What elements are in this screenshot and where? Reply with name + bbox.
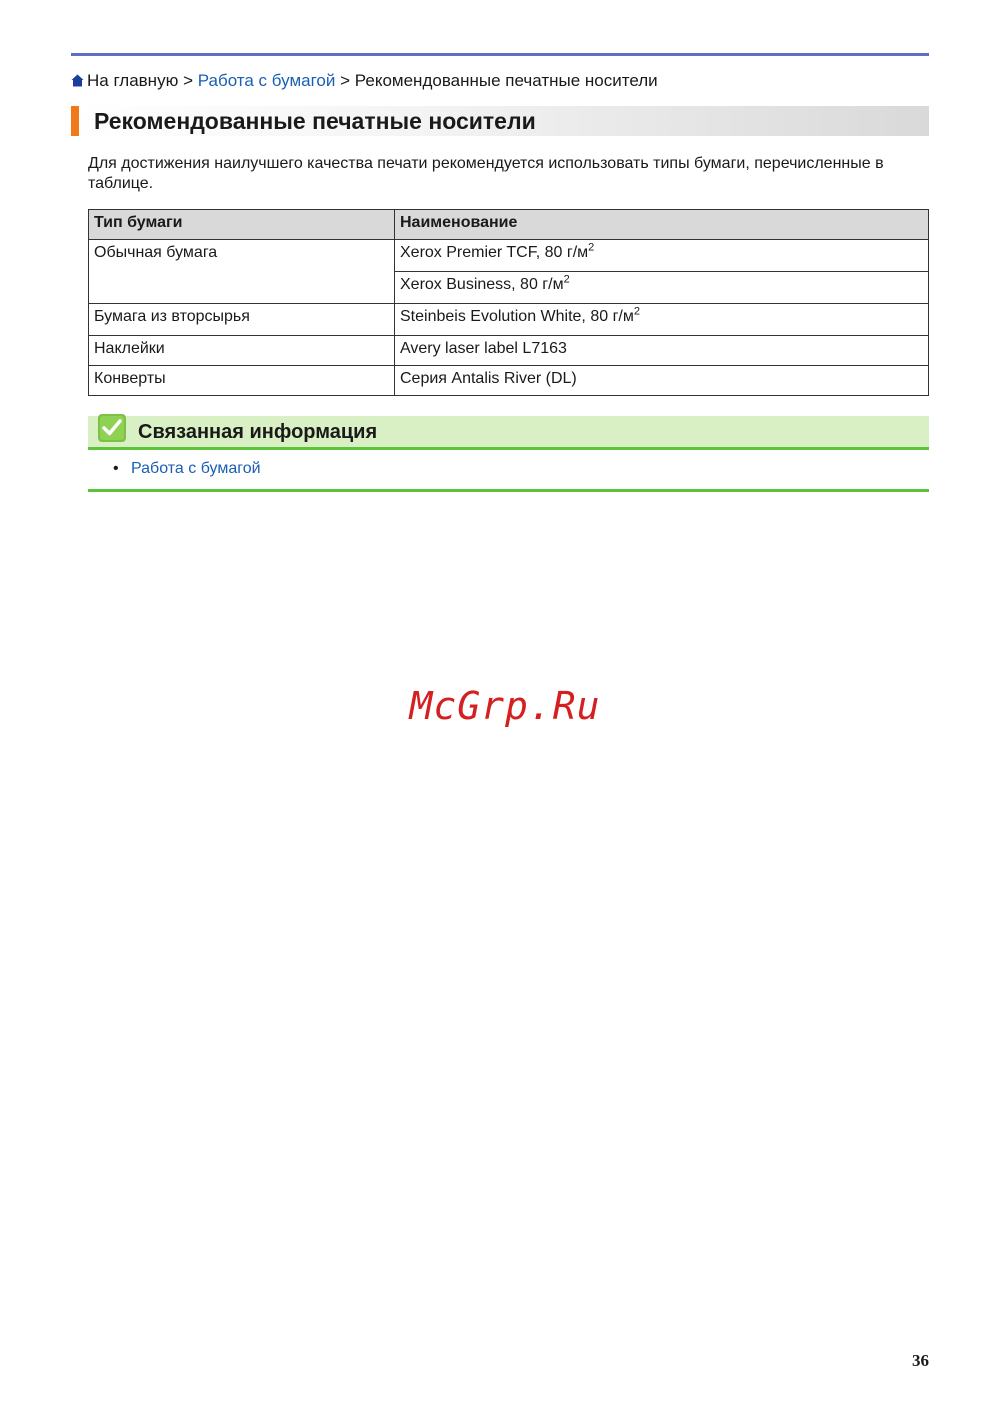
media-table xyxy=(88,209,929,396)
table-cell-name xyxy=(395,272,929,304)
name-text: Xerox Premier TCF, 80 г/м xyxy=(400,244,589,261)
page-number: 36 xyxy=(912,1351,929,1370)
table-row xyxy=(89,336,929,366)
table-cell-name xyxy=(395,304,929,336)
superscript: 2 xyxy=(633,305,640,318)
table-cell-type: Наклейки xyxy=(89,336,395,366)
table-header-cell: Наименование xyxy=(395,210,929,240)
home-icon[interactable] xyxy=(71,74,84,87)
table-header-cell: Тип бумаги xyxy=(89,210,395,240)
breadcrumb-separator: > xyxy=(340,71,351,90)
list-bullet: • xyxy=(113,460,119,477)
breadcrumb xyxy=(71,71,658,91)
related-info-header xyxy=(88,416,929,450)
related-link-paper[interactable]: Работа с бумагой xyxy=(131,460,261,477)
superscript: 2 xyxy=(588,241,595,254)
table-row xyxy=(89,366,929,396)
intro-paragraph: Для достижения наилучшего качества печати рекомендуется использовать типы бумаги, перечисленные в таблице. xyxy=(88,155,884,192)
top-rule xyxy=(71,53,929,56)
title-accent-bar xyxy=(71,106,79,136)
table-cell-name xyxy=(395,240,929,272)
name-text: Xerox Business, 80 г/м xyxy=(400,276,564,293)
table-cell-type: Конверты xyxy=(89,366,395,396)
bottom-rule xyxy=(88,489,929,492)
breadcrumb-separator: > xyxy=(183,71,193,90)
breadcrumb-home-link[interactable]: На главную xyxy=(87,71,179,90)
name-text: Серия Antalis River (DL) xyxy=(400,370,577,387)
breadcrumb-section-link[interactable]: Работа с бумагой xyxy=(197,71,336,90)
table-cell-name xyxy=(395,366,929,396)
page-title: Рекомендованные печатные носители xyxy=(94,108,536,134)
superscript: 2 xyxy=(563,273,570,286)
table-cell-name xyxy=(395,336,929,366)
name-text: Avery laser label L7163 xyxy=(400,340,567,357)
related-info-list xyxy=(113,459,261,479)
name-text: Steinbeis Evolution White, 80 г/м xyxy=(400,308,634,325)
table-cell-type: Обычная бумага xyxy=(89,240,395,304)
table-cell-type: Бумага из вторсырья xyxy=(89,304,395,336)
watermark: McGrp.Ru xyxy=(409,684,601,728)
check-icon xyxy=(98,414,126,442)
related-info-title: Связанная информация xyxy=(138,421,378,443)
table-header-row xyxy=(89,210,929,240)
page-title-bar xyxy=(71,106,929,136)
table-row xyxy=(89,304,929,336)
breadcrumb-current: Рекомендованные печатные носители xyxy=(354,71,658,90)
table-row xyxy=(89,240,929,272)
